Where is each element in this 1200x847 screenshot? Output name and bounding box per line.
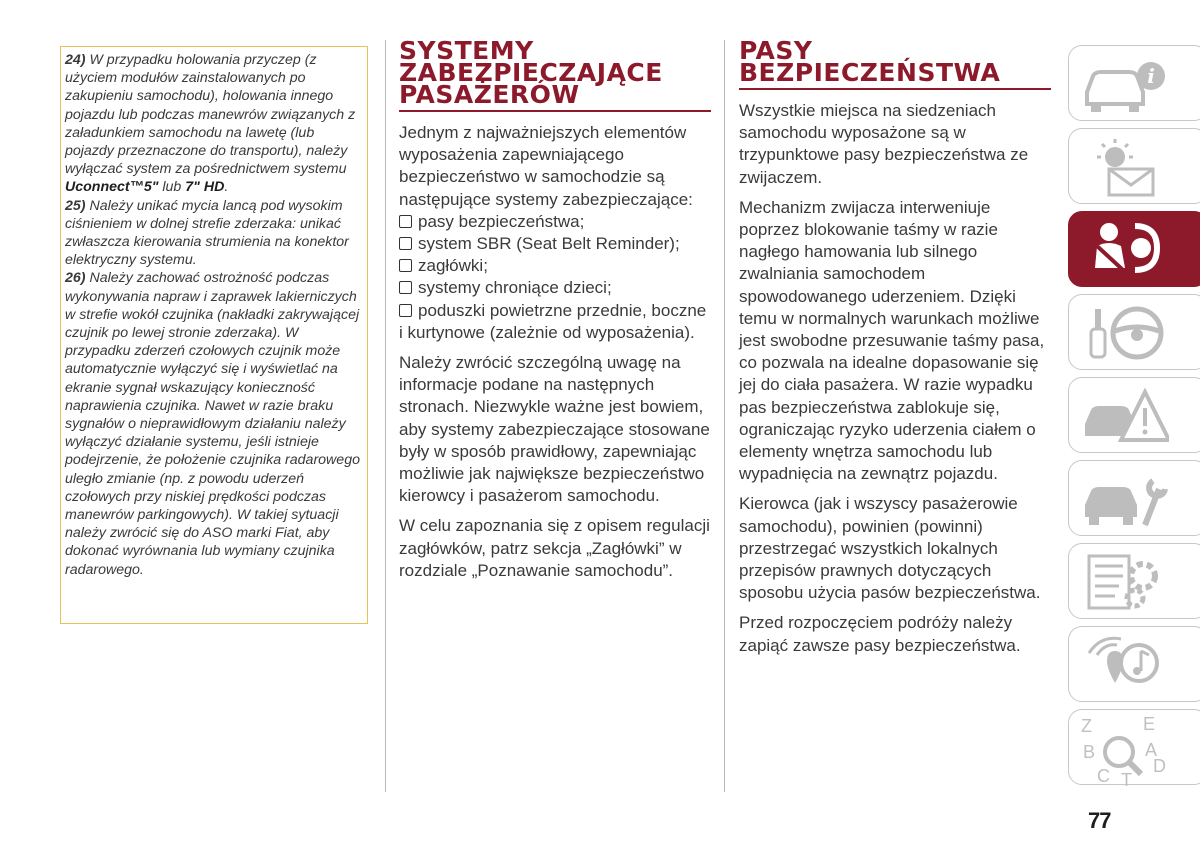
paragraph: W celu zapoznania się z opisem regulacji zagłówków, patrz sekcja „Zagłówki” w rozdziale „Poznawanie samochodu”.	[399, 516, 710, 580]
note-26	[65, 269, 363, 578]
note-25	[65, 197, 363, 270]
paragraph: Należy zwrócić szczególną uwagę na informacje podane na następnych stronach. Niezwykle ważne jest bowiem, aby systemy zabezpieczające stosowane były w sposób prawidłowy, zapewniając możliwie jak największe bezpieczeństwo kierowcy i pasażerom samochodu.	[399, 353, 710, 506]
tab-index[interactable]	[1068, 709, 1200, 785]
note-26-text: Należy zachować ostrożność podczas wykonywania napraw i zaprawek lakierniczych w strefie wokół czujnika (nakładki zakrywającej czujnik po lewej stronie zderzaka). W przypadku zderzeń czołowych czujnik może automatycznie wyłączyć się i wyświetlać na ekranie sygnał wskazujący konieczność naprawienia czujnika. Nawet w razie braku sygnałów o nieprawidłowym działaniu należy wyłączyć działanie systemu, jeśli istnieje podejrzenie, że położenie czujnika radarowego uległo zmianie (np. z powodu uderzeń czołowych przy niskiej prędkości podczas manewrów parkingowych). W takiej sytuacji należy zwrócić się do ASO marki Fiat, aby dokonać wyrównania lub wymiany czujnika radarowego.	[65, 270, 360, 578]
index-letter: T	[1121, 770, 1132, 786]
bullet-list	[399, 211, 711, 344]
car-emergency-icon	[1079, 384, 1169, 448]
paragraph: Kierowca (jak i wszyscy pasażerowie samochodu), powinien (powinni) przestrzegać wszystkich lokalnych przepisów prawnych dotyczących sposobu użycia pasów bezpieczeństwa.	[739, 494, 1041, 603]
paragraph: Przed rozpoczęciem podróży należy zapiąć zawsze pasy bezpieczeństwa.	[739, 613, 1021, 655]
note-26-number: 26)	[65, 270, 86, 287]
note-24-text: W przypadku holowania przyczep (z użyciem modułów zainstalowanych po zakupieniu samochodu), holowania innego pojazdu lub podczas manewrów związanych z załadunkiem samochodu na lawetę (lub pojazdy przeznaczone do transportu), należy wyłączać system za pośrednictwem systemu	[65, 52, 356, 178]
heading-line: SYSTEMY	[399, 36, 534, 65]
note-25-text: Należy unikać mycia lancą pod wysokim ciśnieniem w dolnej strefie zderzaka: unikać zwłaszcza kierowania strumienia na konektor elektryczny systemu.	[65, 197, 349, 269]
section-heading	[399, 36, 711, 112]
heading-line: PASAŻERÓW	[399, 80, 580, 109]
index-letter: E	[1143, 716, 1156, 734]
section-body	[399, 122, 711, 582]
note-24-number: 24)	[65, 52, 86, 68]
technical-data-icon	[1079, 550, 1169, 614]
tab-technical-data[interactable]	[1068, 543, 1200, 619]
tab-key-steering[interactable]	[1068, 294, 1200, 370]
index-letter: A	[1145, 740, 1158, 760]
tab-multimedia[interactable]	[1068, 626, 1200, 702]
index-letter: Z	[1081, 716, 1092, 736]
list-item-text: systemy chroniące dzieci;	[418, 278, 612, 298]
tab-emergency[interactable]	[1068, 377, 1200, 453]
heading-line: BEZPIECZEŃSTWA	[739, 58, 1001, 87]
checkbox-square-icon	[399, 215, 412, 228]
paragraph: Mechanizm zwijacza interweniuje poprzez blokowanie taśmy w razie nagłego hamowania lub silnego zwalniania samochodem spowodowanego uderzeniem. Dzięki temu w normalnych warunkach możliwe jest swobodne przesuwanie taśmy pasa, co pozwala na idealne dopasowanie się jej do ciała pasażera. W razie wypadku pas bezpieczeństwa zablokuje się, ograniczając ryzyko uderzenia ciałem o elementy wnętrza samochodu lub wypadnięcia na zewnątrz pojazdu.	[739, 197, 1045, 484]
index-letter: C	[1097, 766, 1110, 786]
tab-car-info[interactable]	[1068, 45, 1200, 121]
section-safety-systems	[399, 36, 711, 582]
section-heading	[739, 36, 1051, 90]
column-divider-1	[385, 40, 386, 792]
safety-belt-icon	[1079, 218, 1169, 282]
note-24-or: lub	[158, 179, 186, 196]
key-steering-icon	[1079, 301, 1169, 365]
car-info-icon	[1079, 52, 1169, 116]
paragraph: Jednym z najważniejszych elementów wyposażenia zapewniającego bezpieczeństwo w samochodzie są następujące systemy zabezpieczające:	[399, 123, 693, 209]
heading-line: ZABEZPIECZAJĄCE	[399, 58, 663, 87]
note-24-bold-hd: 7" HD	[185, 179, 225, 196]
list-item	[399, 277, 711, 299]
notes-box	[60, 46, 368, 624]
section-body	[739, 100, 1051, 657]
heading-line: PASY	[739, 36, 813, 65]
index-letter: D	[1153, 756, 1166, 776]
checkbox-square-icon	[399, 237, 412, 250]
list-item-text: pasy bezpieczeństwa;	[418, 211, 585, 231]
list-item	[399, 300, 711, 344]
checkbox-square-icon	[399, 259, 412, 272]
multimedia-icon	[1079, 633, 1169, 697]
checkbox-square-icon	[399, 304, 412, 317]
index-icon	[1079, 716, 1169, 786]
warning-lights-icon	[1079, 135, 1169, 199]
note-25-number: 25)	[65, 197, 86, 214]
list-item	[399, 211, 711, 233]
car-maintenance-icon	[1079, 467, 1169, 531]
note-24-bold-uconnect: Uconnect™5"	[65, 179, 159, 196]
column-divider-2	[724, 40, 725, 792]
tab-safety[interactable]	[1068, 211, 1200, 287]
checkbox-square-icon	[399, 281, 412, 294]
paragraph: Wszystkie miejsca na siedzeniach samochodu wyposażone są w trzypunktowe pasy bezpieczeństwa ze zwijaczem.	[739, 101, 1029, 187]
list-item-text: system SBR (Seat Belt Reminder);	[418, 234, 680, 254]
list-item-text: poduszki powietrzne przednie, boczne i kurtynowe (zależnie od wyposażenia).	[399, 300, 707, 342]
tab-warning-lights[interactable]	[1068, 128, 1200, 204]
svg-text:i: i	[1147, 64, 1155, 88]
section-seat-belts	[739, 36, 1051, 657]
list-item-text: zagłówki;	[418, 256, 488, 276]
page-number: 77	[1088, 808, 1111, 833]
note-24	[65, 51, 363, 197]
index-letter: B	[1083, 742, 1096, 762]
list-item	[399, 255, 711, 277]
note-24-end: .	[224, 179, 229, 196]
tab-maintenance[interactable]	[1068, 460, 1200, 536]
list-item	[399, 233, 711, 255]
